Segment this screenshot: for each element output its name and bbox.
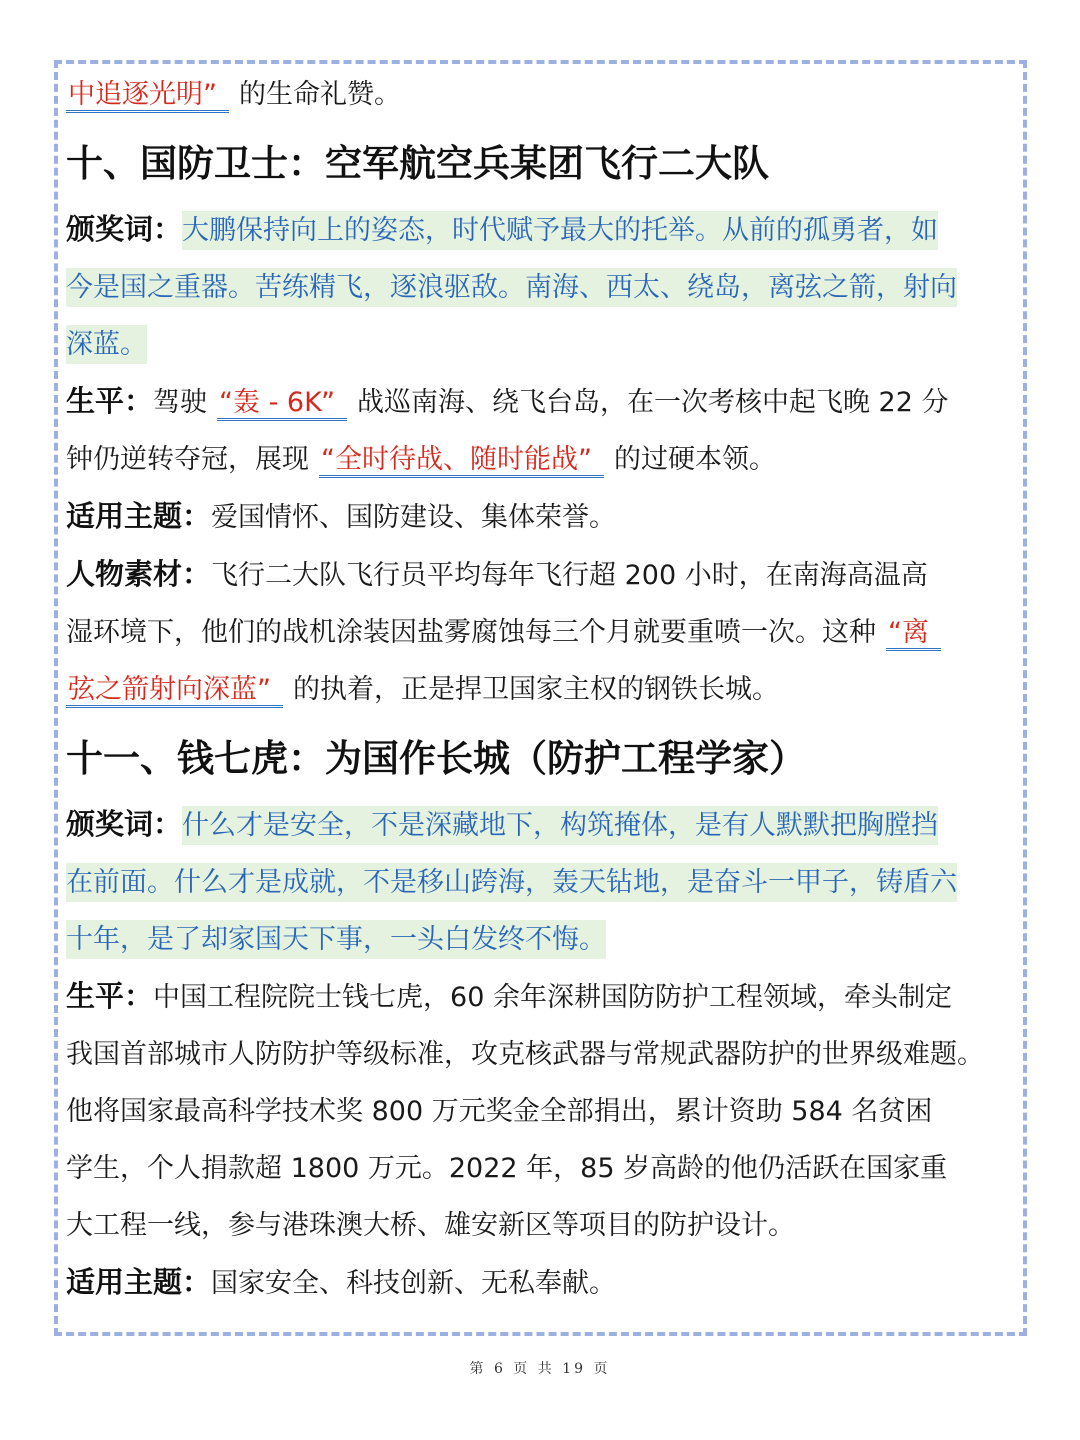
- text-line: 中追逐光明” 的生命礼赞。: [66, 66, 1016, 123]
- award-label: 颁奖词：: [66, 212, 183, 246]
- emphasis-text: 中追逐光明”: [66, 79, 229, 113]
- award-text: 今是国之重器。苦练精飞，逐浪驱敌。南海、西太、绕岛，离弦之箭，射向: [66, 268, 957, 307]
- page-number: 第 6 页 共 19 页: [469, 1361, 611, 1377]
- life-line: 他将国家最高科学技术奖 800 万元奖金全部捐出，累计资助 584 名贫困: [66, 1096, 933, 1127]
- life-line: 学生，个人捐款超 1800 万元。2022 年，85 岁高龄的他仍活跃在国家重: [66, 1153, 948, 1184]
- award-text: 十年，是了却家国天下事，一头白发终不悔。: [66, 920, 606, 959]
- emphasis-text: “全时待战、随时能战”: [319, 444, 604, 478]
- section-heading-11: 十一、钱七虎：为国作长城（防护工程学家）: [66, 737, 806, 780]
- theme-label: 适用主题：: [66, 1265, 212, 1299]
- award-line: [66, 259, 1016, 316]
- document-body: [66, 66, 1016, 1312]
- award-text: 深蓝。: [66, 325, 147, 364]
- emphasis-text: “离: [886, 617, 941, 651]
- award-text: 大鹏保持向上的姿态，时代赋予最大的托举。从前的孤勇者，如: [182, 211, 938, 250]
- award-line: [66, 316, 1016, 373]
- material-line: 湿环境下，他们的战机涂装因盐雾腐蚀每三个月就要重喷一次。这种 “离: [66, 604, 1016, 661]
- award-line: [66, 201, 1016, 259]
- theme-label: 适用主题：: [66, 499, 212, 533]
- theme-line: 适用主题：国家安全、科技创新、无私奉献。: [66, 1265, 617, 1299]
- life-line: 我国首部城市人防防护等级标准，攻克核武器与常规武器防护的世界级难题。: [66, 1039, 984, 1070]
- emphasis-text: “轰 - 6K”: [217, 387, 347, 421]
- section-heading-10: 十、国防卫士：空军航空兵某团飞行二大队: [66, 142, 769, 185]
- life-line: 钟仍逆转夺冠，展现 “全时待战、随时能战” 的过硬本领。: [66, 431, 1016, 488]
- material-line: 弦之箭射向深蓝” 的执着，正是捍卫国家主权的钢铁长城。: [66, 661, 1016, 718]
- theme-line: 适用主题：爱国情怀、国防建设、集体荣誉。: [66, 499, 617, 533]
- life-line: 大工程一线，参与港珠澳大桥、雄安新区等项目的防护设计。: [66, 1210, 795, 1241]
- award-line: [66, 854, 1016, 911]
- life-label: 生平：: [66, 384, 154, 418]
- life-line: 生平：中国工程院院士钱七虎，60 余年深耕国防防护工程领域，牵头制定: [66, 979, 952, 1013]
- award-text: 什么才是安全，不是深藏地下，构筑掩体，是有人默默把胸膛挡: [182, 806, 938, 845]
- award-label: 颁奖词：: [66, 807, 183, 841]
- life-label: 生平：: [66, 979, 154, 1013]
- award-text: 在前面。什么才是成就，不是移山跨海，轰天钻地，是奋斗一甲子，铸盾六: [66, 863, 957, 902]
- emphasis-text: 弦之箭射向深蓝”: [66, 674, 283, 708]
- material-label: 人物素材：: [66, 557, 212, 591]
- material-line: 人物素材：飞行二大队飞行员平均每年飞行超 200 小时，在南海高温高: [66, 557, 928, 591]
- award-line: [66, 796, 1016, 854]
- award-line: [66, 911, 1016, 968]
- life-line: 生平：驾驶 “轰 - 6K” 战巡南海、绕飞台岛，在一次考核中起飞晚 22 分: [66, 373, 1016, 431]
